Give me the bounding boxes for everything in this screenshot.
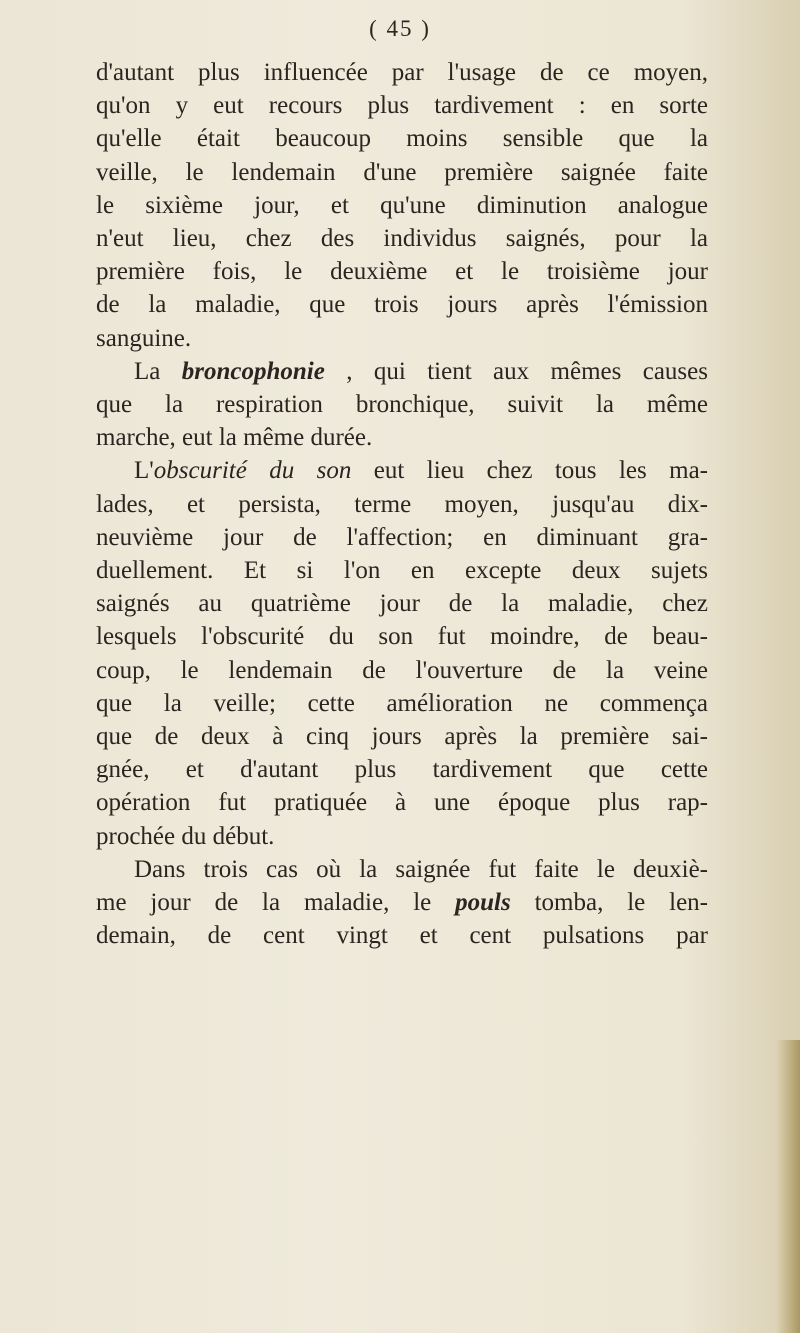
text-line: demain, de cent vingt et cent pulsations par — [96, 922, 708, 950]
text-line: que la respiration bronchique, suivit la même — [96, 391, 708, 419]
text-line: le sixième jour, et qu'une diminution analogue — [96, 191, 708, 219]
text-line: n'eut lieu, chez des individus saignés, pour la — [96, 225, 708, 253]
text-line: coup, le lendemain de l'ouverture de la veine — [96, 656, 708, 684]
text-line: gnée, et d'autant plus tardivement que cette — [96, 756, 708, 784]
text-line: neuvième jour de l'affection; en diminuant gra- — [96, 523, 708, 551]
text-line: marche, eut la même durée. — [96, 424, 373, 452]
text-line: Dans trois cas où la saignée fut faite le deuxiè- — [134, 855, 708, 883]
text-line: de la maladie, que trois jours après l'émission — [96, 291, 708, 319]
emphasis-term: obscurité du son — [153, 457, 352, 485]
text-line: La broncophonie , qui tient aux mêmes causes — [134, 357, 708, 385]
text-line: sanguine. — [96, 324, 192, 352]
text-line: me jour de la maladie, le pouls tomba, le len- — [96, 889, 708, 917]
emphasis-term: pouls — [455, 889, 511, 917]
body-text — [96, 56, 708, 952]
text-line: d'autant plus influencée par l'usage de ce moyen, — [96, 59, 708, 86]
text-line: duellement. Et si l'on en excepte deux sujets — [96, 557, 708, 585]
page-number: ( 45 ) — [369, 16, 431, 41]
text-line: veille, le lendemain d'une première saignée faite — [96, 158, 708, 186]
text-line: L'obscurité du son eut lieu chez tous les ma- — [134, 457, 708, 485]
text-line: prochée du début. — [96, 822, 275, 850]
text-line: opération fut pratiquée à une époque plus rap- — [96, 789, 708, 817]
page-edge-stain — [776, 1040, 800, 1333]
text-line: lades, et persista, terme moyen, jusqu'au dix- — [96, 490, 708, 518]
emphasis-term: broncophonie — [181, 357, 325, 385]
text-line: que la veille; cette amélioration ne commença — [96, 689, 708, 717]
text-line: que de deux à cinq jours après la première sai- — [96, 723, 708, 751]
text-line: première fois, le deuxième et le troisième jour — [96, 258, 708, 286]
text-line: saignés au quatrième jour de la maladie, chez — [96, 590, 708, 618]
text-line: qu'on y eut recours plus tardivement : en sorte — [96, 92, 708, 120]
text-line: lesquels l'obscurité du son fut moindre, de beau- — [96, 623, 708, 651]
text-line: qu'elle était beaucoup moins sensible que la — [96, 125, 708, 153]
